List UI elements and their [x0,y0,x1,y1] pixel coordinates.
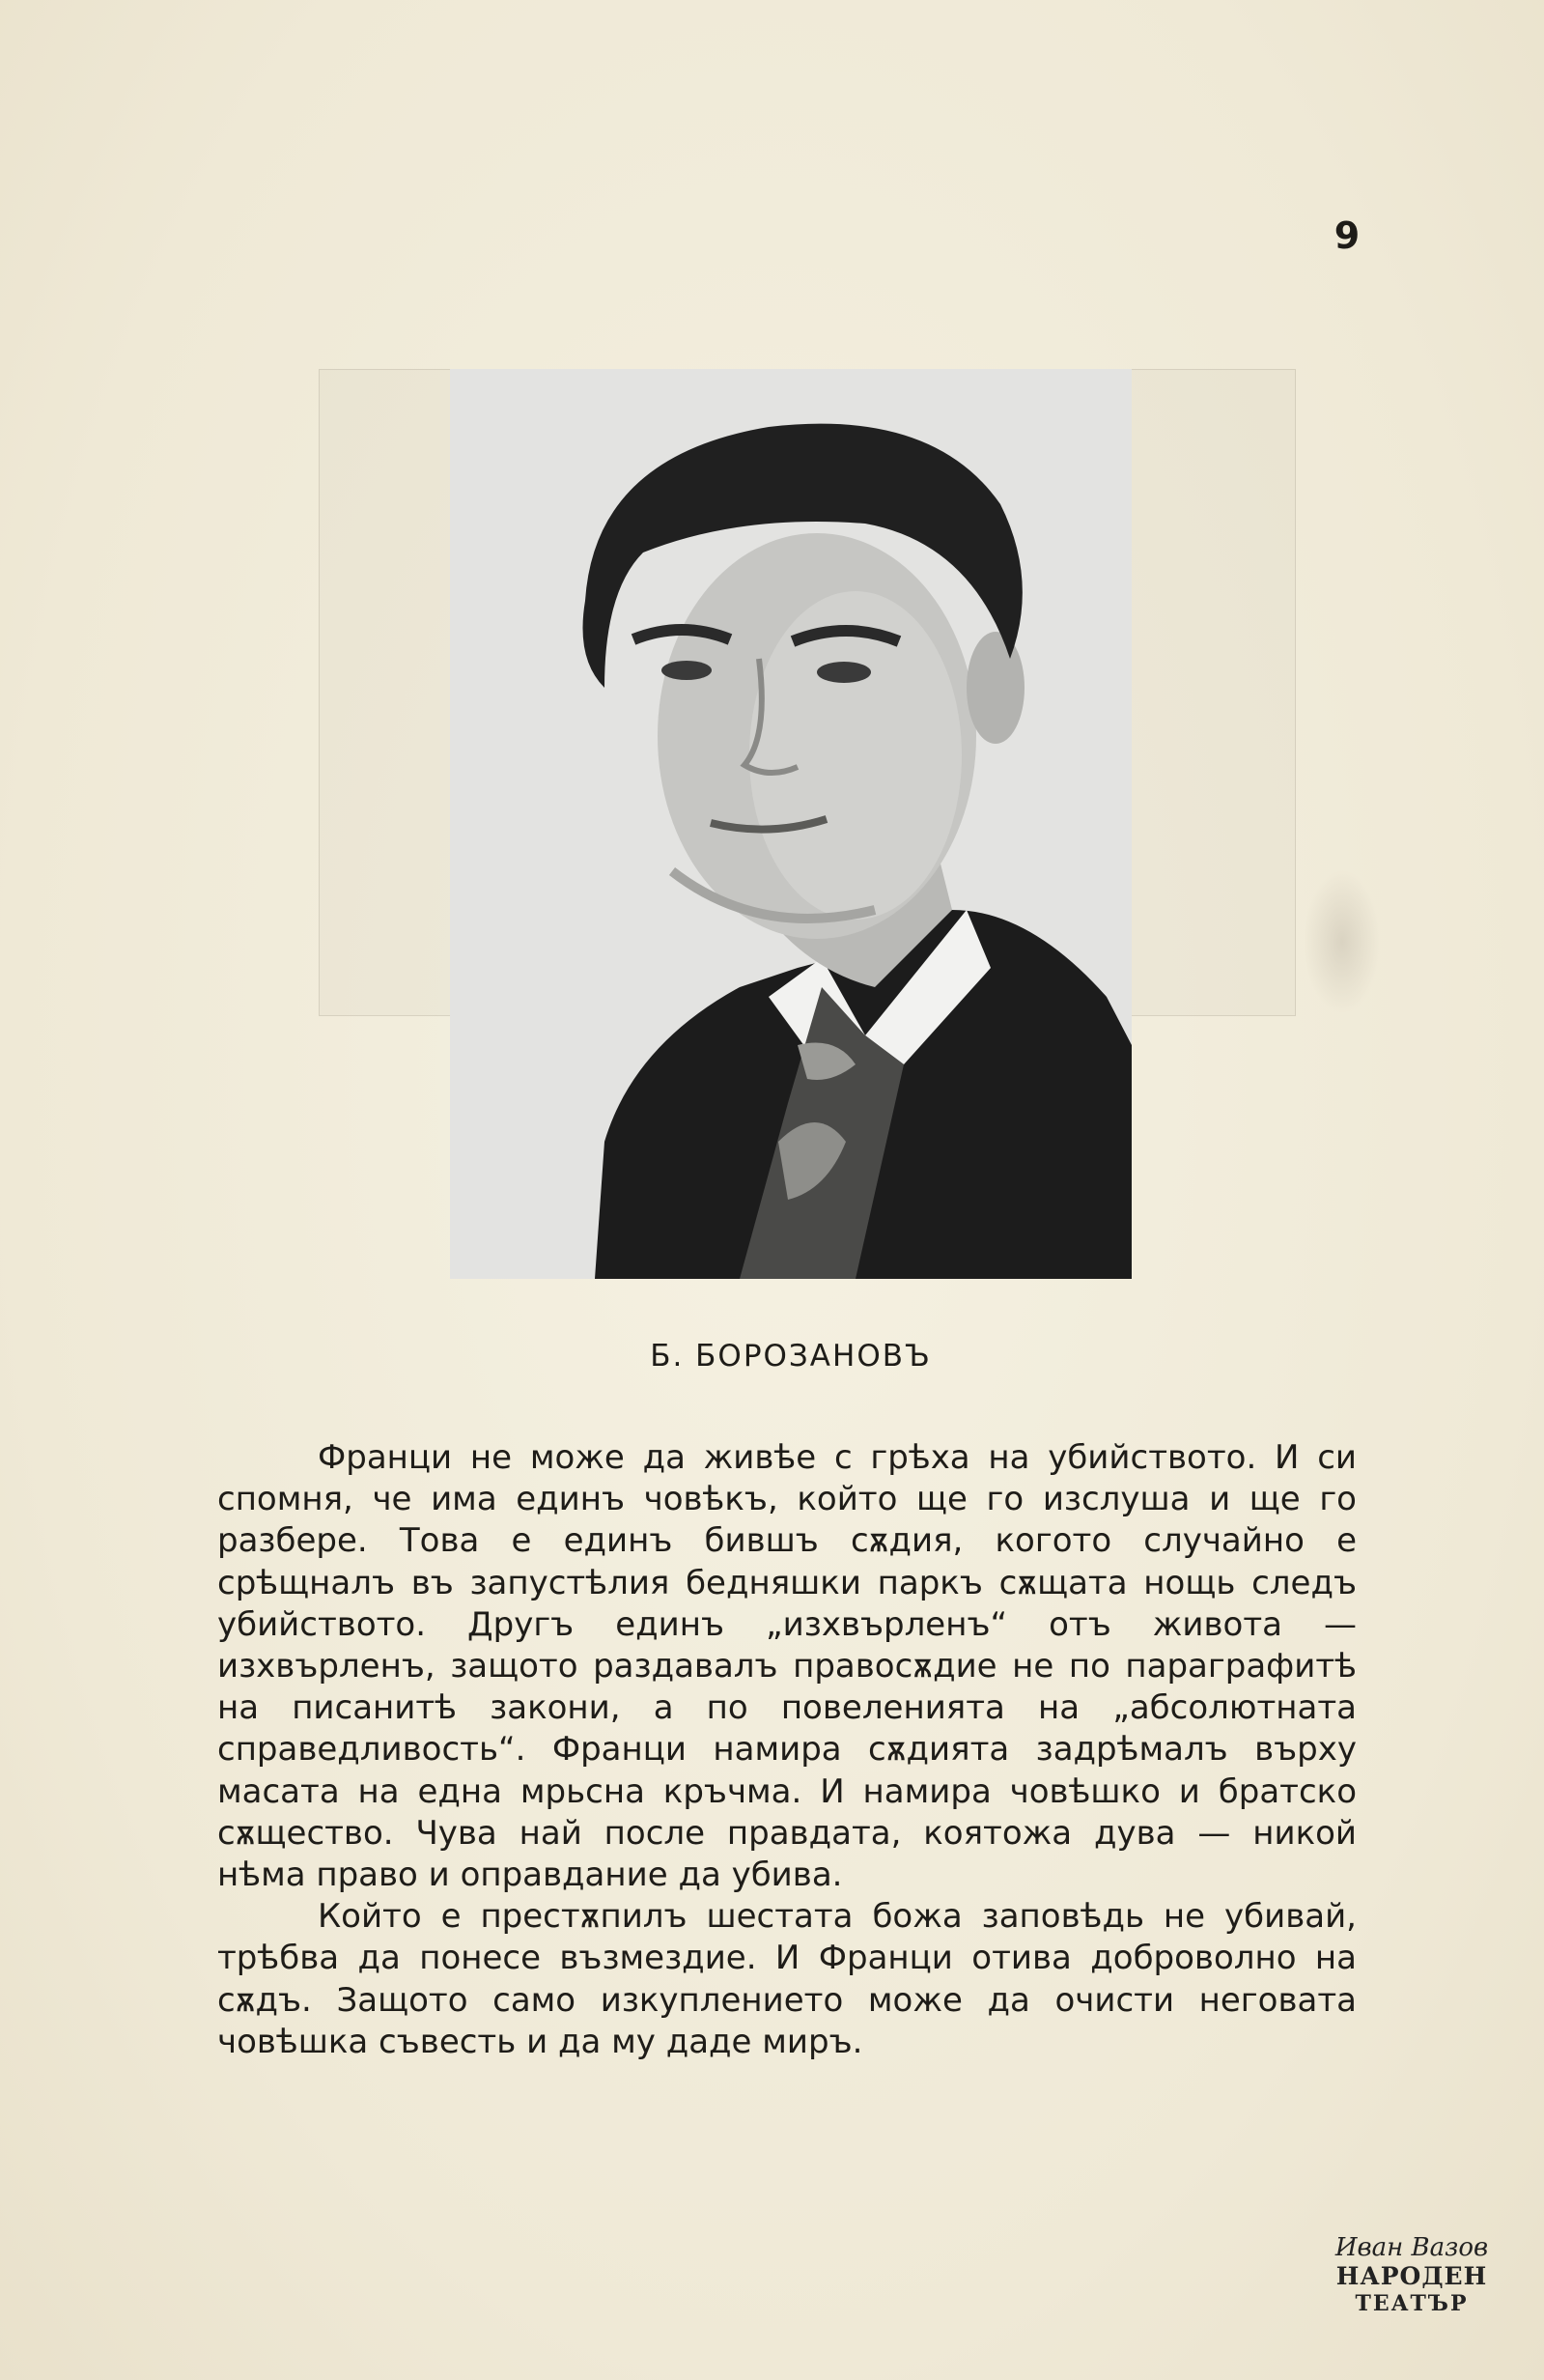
national-theatre-logo [1334,2233,1489,2330]
page-number: 9 [1333,214,1361,257]
paragraph: Франци не може да живѣе с грѣха на убийството. И си спомня, че има единъ човѣкъ, който ще го изслуша и ще го разбере. Това е единъ бившъ сѫдия, когото случайно е срѣщналъ въ запустѣлия бедняшки паркъ сѫщата нощь следъ убийството. Другъ единъ „изхвърленъ“ отъ живота — изхвърленъ, защото раздавалъ правосѫдие не по параграфитѣ на писанитѣ закони, а по повеленията на „абсолютната справедливость“. Франци намира сѫдията задрѣмалъ върху масата на една мрьсна кръчма. И намира човѣшко и братско сѫщество. Чува най после правдата, коятожа дува — никой нѣма право и оправдание да убива. [217,1438,1357,1895]
portrait-photo [450,369,1132,1279]
photo-caption: Б. БОРОЗАНОВЪ [650,1339,932,1374]
logo-line-2: ТЕАТЪР [1355,2291,1469,2316]
logo-line-1: НАРОДЕН [1335,2262,1488,2290]
body-text [217,1437,1357,2063]
paragraph: Който е престѫпилъ шестата божа заповѣдь не убивай, трѣбва да понесе възмездие. И Франци отива доброволно на сѫдъ. Защото само изкуплението може да очисти неговата човѣшка съвесть и да му даде миръ. [217,1897,1357,2061]
paper-stain [1304,869,1381,1014]
logo-signature: Иван Вазов [1334,2233,1489,2262]
